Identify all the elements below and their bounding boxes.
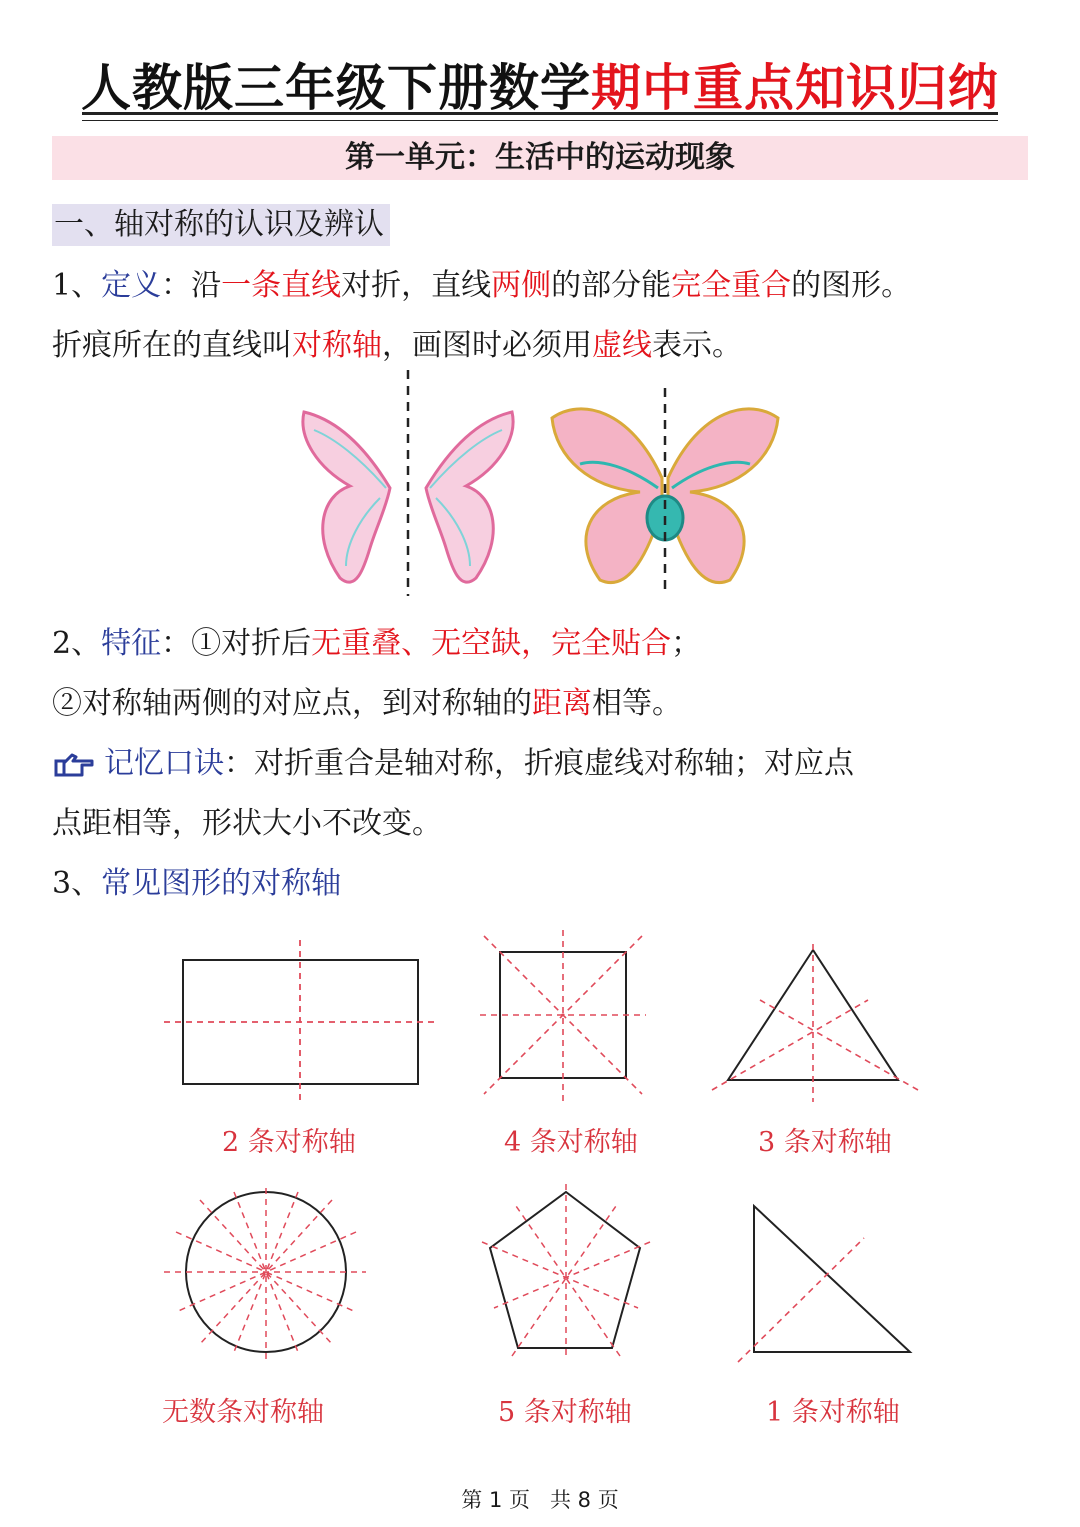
mnemonic-line1: 记忆口诀：对折重合是轴对称，折痕虚线对称轴；对应点 xyxy=(52,744,854,784)
definition-label: 定义 xyxy=(101,268,162,303)
right-triangle-axes-figure xyxy=(730,1198,920,1364)
shapes-heading: 3、常见图形的对称轴 xyxy=(52,866,342,901)
title-red: 期中重点知识归纳 xyxy=(591,59,999,117)
definition-line2: 折痕所在的直线叫对称轴，画图时必须用虚线表示。 xyxy=(52,328,742,363)
features-line1: 2、特征：①对折后无重叠、无空缺，完全贴合； xyxy=(52,626,702,661)
square-axes-figure xyxy=(478,928,648,1106)
page-footer xyxy=(0,1484,1080,1514)
butterfly-right-wing xyxy=(426,412,513,582)
mnemonic-line2: 点距相等，形状大小不改变。 xyxy=(52,806,442,841)
butterfly-halves-illustration xyxy=(290,368,530,600)
pentagon-axes-label: 5 条对称轴 xyxy=(498,1397,632,1428)
triangle-axes-label: 3 条对称轴 xyxy=(758,1127,892,1158)
right-triangle-axes-label: 1 条对称轴 xyxy=(766,1397,900,1428)
title-rule-thick xyxy=(82,112,998,115)
unit-title: 第一单元：生活中的运动现象 xyxy=(52,136,1028,180)
page-number: 第 1 页 xyxy=(461,1488,530,1512)
definition-line1: 1、定义：沿一条直线对折，直线两侧的部分能完全重合的图形。 xyxy=(52,268,912,303)
page-total: 共 8 页 xyxy=(550,1488,619,1512)
pentagon-axes-figure xyxy=(456,1180,676,1360)
rectangle-axes-label: 2 条对称轴 xyxy=(222,1127,356,1158)
section-heading: 一、轴对称的认识及辨认 xyxy=(52,204,390,246)
butterfly-left-wing xyxy=(303,412,390,582)
mnemonic-label: 记忆口诀 xyxy=(104,746,224,781)
circle-axes-label: 无数条对称轴 xyxy=(162,1397,324,1428)
title-rule-thin xyxy=(82,120,998,121)
butterfly-full-illustration xyxy=(540,368,790,600)
square-axes-label: 4 条对称轴 xyxy=(504,1127,638,1158)
features-line2: ②对称轴两侧的对应点，到对称轴的距离相等。 xyxy=(52,686,682,721)
page-title xyxy=(0,48,1080,120)
title-black: 人教版三年级下册数学 xyxy=(81,59,591,117)
features-label: 特征 xyxy=(101,626,162,661)
triangle-axes-figure xyxy=(708,940,922,1106)
circle-axes-figure xyxy=(160,1188,370,1364)
rectangle-axes-figure xyxy=(160,936,440,1106)
pointing-hand-icon xyxy=(52,747,96,779)
